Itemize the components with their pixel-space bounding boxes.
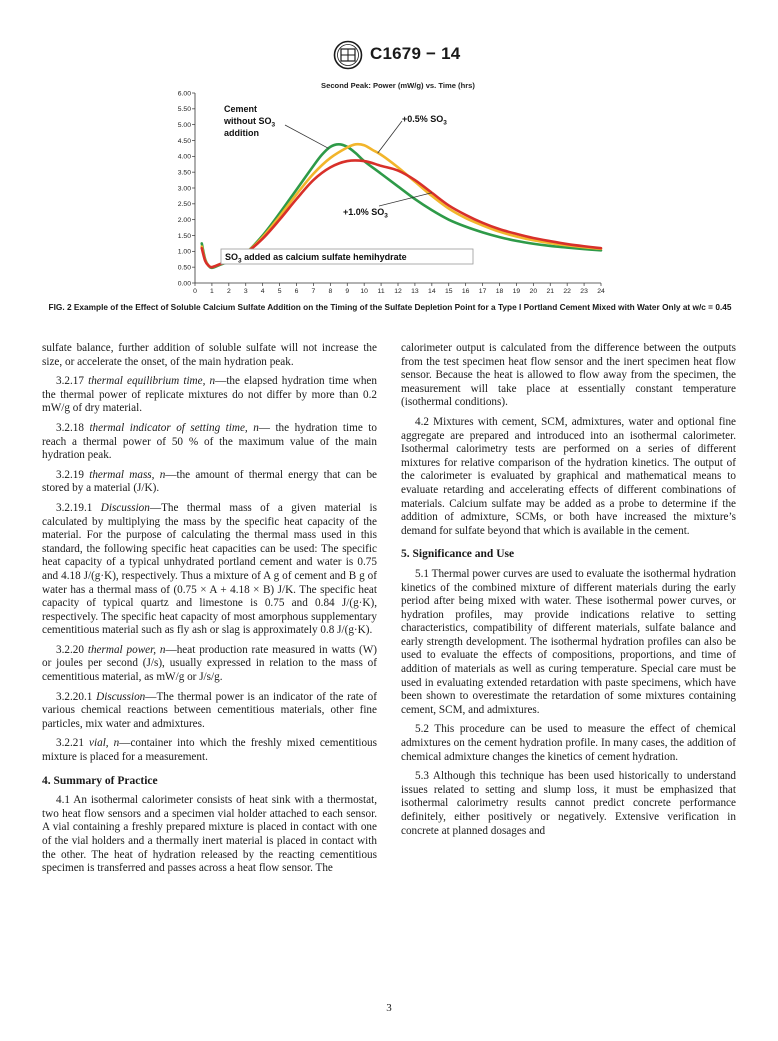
definition-text: —the amount of thermal energy that can be stored by a material (J/K). [42,468,378,495]
defined-term: thermal indicator of setting time, n [89,421,259,434]
x-tick-label: 9 [345,288,350,295]
subscript: 3 [271,121,276,129]
document-header [0,40,778,72]
astm-logo-icon [333,40,363,70]
y-tick-label: 3.50 [177,169,191,177]
subscript: 3 [443,119,447,127]
definition-text: —container into which the freshly mixed cementitious mixture is placed for a measurement. [42,737,378,764]
defined-term: Discussion [100,501,150,514]
x-tick-label: 22 [563,288,571,295]
y-tick-label: 4.50 [177,137,191,145]
body-paragraph: 4.1 An isothermal calorimeter consists of heat sink with a thermostat, two heat flow sensors and a specimen vial holder attached to each sensor. A vial containing a freshly prepared mixture is placed in contact with one of the vial holders and a thermally inert material is placed in contact with the other. The heat of hydration released by the reacting cementitious specimen is transferred and passes across a heat flow sensor. The [42,794,377,875]
x-tick-label: 11 [377,288,385,295]
clause-number: 3.2.19.1 [56,501,101,514]
defined-term: vial, n [89,737,120,750]
annotation-half-percent [402,114,447,127]
y-tick-label: 0.50 [177,264,191,272]
annotation-text: SO [225,252,239,262]
subscript: 3 [238,257,242,265]
chart-title: Second Peak: Power (mW/g) vs. Time (hrs) [321,81,475,90]
annotation-cement-line3: addition [224,128,259,138]
body-paragraph: calorimeter output is calculated from the difference between the outputs from the test specimen heat flow sensor and the inert specimen heat flow sensor. Because the heat is allowed to flow away from the specimen, the measurement will take place at essentially constant temperature (isothermal conditions). [401,342,736,409]
x-tick-label: 12 [394,288,402,295]
clause-number: 3.2.17 [56,375,89,388]
y-tick-label: 1.50 [177,232,191,240]
x-tick-label: 4 [260,288,265,295]
x-tick-label: 21 [546,288,555,295]
x-tick-label: 14 [428,288,436,295]
definition-text: — the hydration time to reach a thermal power of 50 % of the maximum value of the main hydration peak. [42,421,377,462]
body-paragraph: 5.3 Although this technique has been used historically to understand issues related to setting and slump loss, it must be emphasized that isothermal calorimetry results cannot predict concrete performance definitely, either positively or negatively. Extensive verification in concrete at planned dosages and [401,770,736,837]
defined-term: thermal equilibrium time, n [88,375,216,388]
x-tick-label: 23 [580,288,588,295]
clause-number: 3.2.18 [56,421,90,434]
definition-paragraph [42,737,377,764]
clause-number: 3.2.20 [56,643,88,656]
y-tick-label: 4.00 [177,153,191,161]
x-tick-label: 20 [529,288,538,295]
x-tick-label: 7 [311,288,316,295]
annotation-one-percent [343,207,388,220]
annotation-text: +0.5% SO [402,114,444,124]
x-tick-label: 10 [360,288,368,295]
y-tick-label: 1.00 [177,248,191,256]
x-tick-label: 1 [210,288,214,295]
definition-text: —The thermal power is an indicator of the rate of various chemical reactions between cementitious materials, other fine particles, mix water and admixtures. [42,690,377,730]
figure-chart [155,78,615,300]
x-tick-label: 8 [328,288,333,295]
x-tick-label: 3 [243,288,248,295]
body-paragraph: sulfate balance, further addition of soluble sulfate will not increase the size, or accelerate the onset, of the main hydration peak. [42,342,377,368]
definition-paragraph [42,375,377,416]
y-tick-label: 6.00 [177,90,191,98]
x-tick-label: 16 [461,288,470,295]
left-column [42,342,377,882]
definition-paragraph [42,691,377,732]
standard-designation: C1679 − 14 [370,44,461,63]
y-tick-label: 5.50 [177,106,191,114]
defined-term: Discussion [96,690,146,703]
clause-number: 3.2.20.1 [56,690,97,703]
definition-text: —the elapsed hydration time when the thermal power of replicate mixtures do not differ by more than 0.2 mW/g of dry material. [42,375,377,415]
right-column [401,342,736,844]
body-paragraph: 5.1 Thermal power curves are used to evaluate the isothermal hydration kinetics of the combined mixture of different materials during the early period after being mixed with water. These isothermal power curves, or hydration profiles, may provide indications relative to setting characteristics, compatibility of different materials, sulfate balance and early strength development. The isothermal hydration profiles can also be used to evaluate the effects of compositions, proportions, and time of addition of materials as well as curing temperature. Special care must be used in evaluating extended retardation with paste specimens, which have been shown to overestimate the retardation of some mixtures containing cement, SCM, and admixtures. [401,567,736,716]
x-tick-label: 2 [226,288,231,295]
body-paragraph: 5.2 This procedure can be used to measure the effect of chemical admixtures on the cement hydration profile. In many cases, the addition of chemical admixture changes the kinetics of cement hydration. [401,723,736,763]
definition-paragraph [42,644,377,685]
page-number: 3 [386,1002,392,1014]
defined-term: thermal mass, n [89,468,166,481]
y-tick-label: 0.00 [177,280,191,288]
y-tick-label: 5.00 [177,122,191,130]
definition-text: —The thermal mass of a given material is calculated by multiplying the mass by the specific heat capacity of the material. For the purpose of calculating the thermal mass used in this standard, the following specific heat capacities can be used: The specific heat capacity of a typical unhydrated portland cement and water is 0.75 and 4.18 J/(g·K), respectively. Thus a mixture of A g of cement and B g of water has a thermal mass of (0.75 × A + 4.18 × B) J/K. The specific heat capacity of typical quartz and limestone is 0.75 and 0.84 J/(g·K), respectively. The specific heat capacity of most amorphous supplementary cementitious material such as fly ash or slag is approximately 0.8 J/(g·K). [42,501,377,637]
x-tick-label: 24 [597,288,605,295]
annotation-cement-line2 [223,116,276,129]
annotation-text: +1.0% SO [343,207,385,217]
definition-paragraph [42,422,377,463]
x-tick-label: 5 [277,288,282,295]
subscript: 3 [384,212,388,220]
figure-caption: FIG. 2 Example of the Effect of Soluble Calcium Sulfate Addition on the Timing of the Sulfate Depletion Point for a Type I Portland Cement Mixed with Water Only at w/c = 0.45 [48,302,732,312]
clause-number: 3.2.21 [56,737,90,750]
x-tick-label: 18 [495,288,504,295]
y-tick-label: 3.00 [177,185,191,193]
annotation-text: added as calcium sulfate hemihydrate [241,252,407,262]
section-heading: 4. Summary of Practice [42,774,158,787]
body-paragraph: 4.2 Mixtures with cement, SCM, admixtures, water and optional fine aggregate are prepared and introduced into an isothermal calorimeter. Isothermal calorimetry tests are performed on a series of different mixtures for relative comparison of the hydration kinetics. The output of the calorimeter is evaluated by graphical and mathematical means to evaluate retarding and accelerating effects of different combinations of materials. Calcium sulfate may be added as a probe to determine if the addition of admixture, SCMs, or both have increased the mixture’s demand for sulfate beyond that which is available in the cement. [401,415,736,537]
annotation-leader-half [378,121,402,153]
y-tick-label: 2.50 [177,201,191,209]
annotation-cement-line1: Cement [224,104,258,114]
defined-term: thermal power, n [87,643,166,656]
section-heading: 5. Significance and Use [401,548,515,561]
y-tick-label: 2.00 [177,217,191,225]
x-tick-label: 15 [444,288,453,295]
definition-text: —heat production rate measured in watts (W) or joules per second (J/s), usually expressed in relation to the mass of cementitious material, as mW/g or J/s/g. [42,643,378,684]
x-tick-label: 6 [294,288,299,295]
definition-paragraph [42,502,377,638]
x-tick-label: 17 [478,288,487,295]
annotation-leader-cement [285,125,329,148]
power-vs-time-chart [155,78,615,300]
annotation-text: without SO [224,116,272,126]
definition-paragraph [42,469,377,496]
x-tick-label: 19 [512,288,521,295]
clause-number: 3.2.19 [56,468,90,481]
x-tick-label: 0 [193,288,197,295]
x-tick-label: 13 [411,288,419,295]
